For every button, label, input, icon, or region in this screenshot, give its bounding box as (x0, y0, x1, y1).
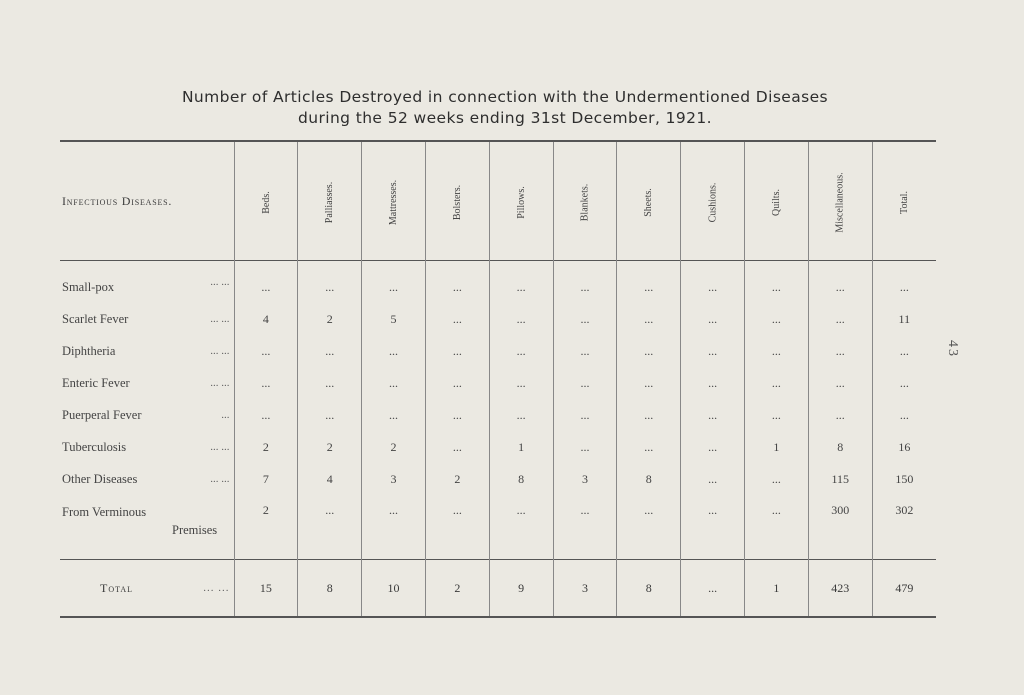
value-cell: ... (298, 261, 362, 303)
disease-name: Small-pox (62, 279, 115, 294)
total-label-cell (60, 560, 234, 618)
column-header (872, 141, 936, 261)
value-cell: ... (362, 399, 426, 431)
value-cell: 4 (234, 303, 298, 335)
value-cell: 1 (745, 431, 809, 463)
value-cell: ... (808, 399, 872, 431)
column-header (298, 141, 362, 261)
disease-name: Enteric Fever (62, 375, 130, 390)
value-cell: ... (298, 367, 362, 399)
value-cell: 2 (425, 463, 489, 495)
disease-name: Tuberculosis (62, 439, 127, 454)
articles-destroyed-table (60, 140, 936, 618)
total-value-cell: 15 (234, 560, 298, 618)
column-header-label: Bolsters. (451, 184, 463, 221)
disease-name-cell (60, 303, 234, 335)
leader-dots: ... (221, 409, 230, 421)
value-cell: 4 (298, 463, 362, 495)
value-cell: ... (362, 495, 426, 560)
value-cell: ... (745, 303, 809, 335)
disease-name: Other Diseases (62, 471, 138, 486)
disease-column-header: Infectious Diseases. (62, 193, 173, 208)
leader-dots: ... ... (210, 313, 230, 325)
value-cell: ... (681, 303, 745, 335)
table-title-line1: Number of Articles Destroyed in connection with the Undermentioned Diseases (181, 88, 829, 106)
value-cell: ... (553, 431, 617, 463)
total-value-cell: 8 (617, 560, 681, 618)
value-cell: ... (872, 335, 936, 367)
disease-name-line1: From Verminous (62, 505, 147, 519)
column-header (553, 141, 617, 261)
value-cell: ... (425, 335, 489, 367)
total-label: Total (100, 580, 134, 595)
value-cell: ... (489, 303, 553, 335)
total-value-cell: 1 (745, 560, 809, 618)
page-number: 43 (945, 340, 960, 358)
value-cell: ... (745, 495, 809, 560)
column-header (681, 141, 745, 261)
value-cell: ... (745, 335, 809, 367)
value-cell: ... (808, 335, 872, 367)
value-cell: ... (234, 261, 298, 303)
column-header-label: Miscellaneous. (834, 172, 846, 233)
value-cell: ... (617, 431, 681, 463)
value-cell: 11 (872, 303, 936, 335)
table-row (60, 335, 936, 367)
value-cell: ... (681, 261, 745, 303)
value-cell: ... (553, 399, 617, 431)
value-cell: 2 (234, 495, 298, 560)
column-header-label: Pillows. (515, 186, 527, 219)
disease-name: Diphtheria (62, 343, 116, 358)
value-cell: 3 (553, 463, 617, 495)
leader-dots: ... ... (210, 473, 230, 485)
disease-name-cell (60, 431, 234, 463)
table-row (60, 367, 936, 399)
value-cell: ... (234, 335, 298, 367)
value-cell: ... (489, 495, 553, 560)
value-cell: ... (617, 335, 681, 367)
column-header-label: Mattresses. (388, 179, 400, 226)
value-cell: 1 (489, 431, 553, 463)
leader-dots: ... ... (210, 377, 230, 389)
value-cell: ... (234, 399, 298, 431)
value-cell: 302 (872, 495, 936, 560)
value-cell: 8 (617, 463, 681, 495)
column-header-label: Blankets. (579, 183, 591, 222)
value-cell: ... (234, 367, 298, 399)
column-header-label: Sheets. (643, 188, 655, 217)
value-cell: ... (489, 399, 553, 431)
value-cell: ... (489, 335, 553, 367)
column-header (362, 141, 426, 261)
value-cell: 8 (808, 431, 872, 463)
value-cell: ... (617, 367, 681, 399)
value-cell: ... (681, 335, 745, 367)
value-cell: ... (362, 261, 426, 303)
disease-name: Puerperal Fever (62, 407, 142, 422)
leader-dots: ... ... (210, 441, 230, 453)
value-cell: ... (553, 495, 617, 560)
value-cell: 8 (489, 463, 553, 495)
value-cell: 16 (872, 431, 936, 463)
table-row (60, 303, 936, 335)
total-value-cell: 2 (425, 560, 489, 618)
value-cell: ... (681, 495, 745, 560)
value-cell: ... (617, 495, 681, 560)
disease-name-cell (60, 335, 234, 367)
value-cell: ... (298, 495, 362, 560)
value-cell: ... (617, 261, 681, 303)
disease-name-cell (60, 261, 234, 303)
value-cell: ... (745, 399, 809, 431)
column-header (489, 141, 553, 261)
leader-dots: ... ... (210, 276, 230, 288)
column-header-label: Quilts. (770, 189, 782, 216)
value-cell: ... (425, 367, 489, 399)
value-cell: ... (553, 367, 617, 399)
value-cell: ... (298, 335, 362, 367)
value-cell: 2 (298, 431, 362, 463)
value-cell: 300 (808, 495, 872, 560)
value-cell: ... (425, 303, 489, 335)
total-value-cell: 3 (553, 560, 617, 618)
column-header-label: Total. (898, 191, 910, 214)
column-header-label: Palliasses. (324, 181, 336, 224)
column-header (617, 141, 681, 261)
table-row (60, 463, 936, 495)
disease-name-cell (60, 463, 234, 495)
column-header (745, 141, 809, 261)
value-cell: 7 (234, 463, 298, 495)
value-cell: ... (872, 261, 936, 303)
table-row (60, 431, 936, 463)
value-cell: ... (553, 303, 617, 335)
value-cell: 115 (808, 463, 872, 495)
value-cell: 3 (362, 463, 426, 495)
table-title-line2: during the 52 weeks ending 31st December, 1921. (298, 109, 712, 127)
value-cell: ... (681, 463, 745, 495)
value-cell: ... (553, 261, 617, 303)
column-header (425, 141, 489, 261)
total-value-cell: 479 (872, 560, 936, 618)
value-cell: ... (808, 303, 872, 335)
value-cell: ... (745, 463, 809, 495)
value-cell: ... (489, 367, 553, 399)
value-cell: ... (808, 261, 872, 303)
value-cell: 150 (872, 463, 936, 495)
value-cell: ... (489, 261, 553, 303)
column-header (808, 141, 872, 261)
value-cell: ... (553, 335, 617, 367)
value-cell: 5 (362, 303, 426, 335)
value-cell: ... (362, 335, 426, 367)
table-row (60, 399, 936, 431)
value-cell: ... (425, 495, 489, 560)
value-cell: ... (425, 431, 489, 463)
leader-dots: ... ... (210, 345, 230, 357)
value-cell: ... (425, 399, 489, 431)
value-cell: ... (745, 367, 809, 399)
total-value-cell: 9 (489, 560, 553, 618)
total-value-cell: 8 (298, 560, 362, 618)
leader-dots: ... ... (203, 582, 230, 594)
value-cell: ... (681, 367, 745, 399)
value-cell: ... (872, 367, 936, 399)
value-cell: ... (362, 367, 426, 399)
value-cell: 2 (362, 431, 426, 463)
disease-name-cell (60, 495, 234, 560)
header-row (60, 141, 936, 261)
total-value-cell: 10 (362, 560, 426, 618)
value-cell: ... (681, 399, 745, 431)
column-header-label: Beds. (260, 191, 272, 214)
value-cell: ... (617, 399, 681, 431)
disease-name-cell (60, 367, 234, 399)
value-cell: ... (425, 261, 489, 303)
disease-name-line2: Premises (172, 523, 218, 537)
column-header (234, 141, 298, 261)
value-cell: 2 (298, 303, 362, 335)
total-value-cell: 423 (808, 560, 872, 618)
total-value-cell: ... (681, 560, 745, 618)
value-cell: ... (872, 399, 936, 431)
value-cell: ... (617, 303, 681, 335)
value-cell: ... (808, 367, 872, 399)
table-row (60, 261, 936, 303)
value-cell: ... (745, 261, 809, 303)
total-row (60, 560, 936, 618)
disease-name-cell (60, 399, 234, 431)
column-header-label: Cushions. (707, 182, 719, 223)
value-cell: 2 (234, 431, 298, 463)
disease-name: Scarlet Fever (62, 311, 129, 326)
table-row (60, 495, 936, 560)
value-cell: ... (298, 399, 362, 431)
value-cell: ... (681, 431, 745, 463)
